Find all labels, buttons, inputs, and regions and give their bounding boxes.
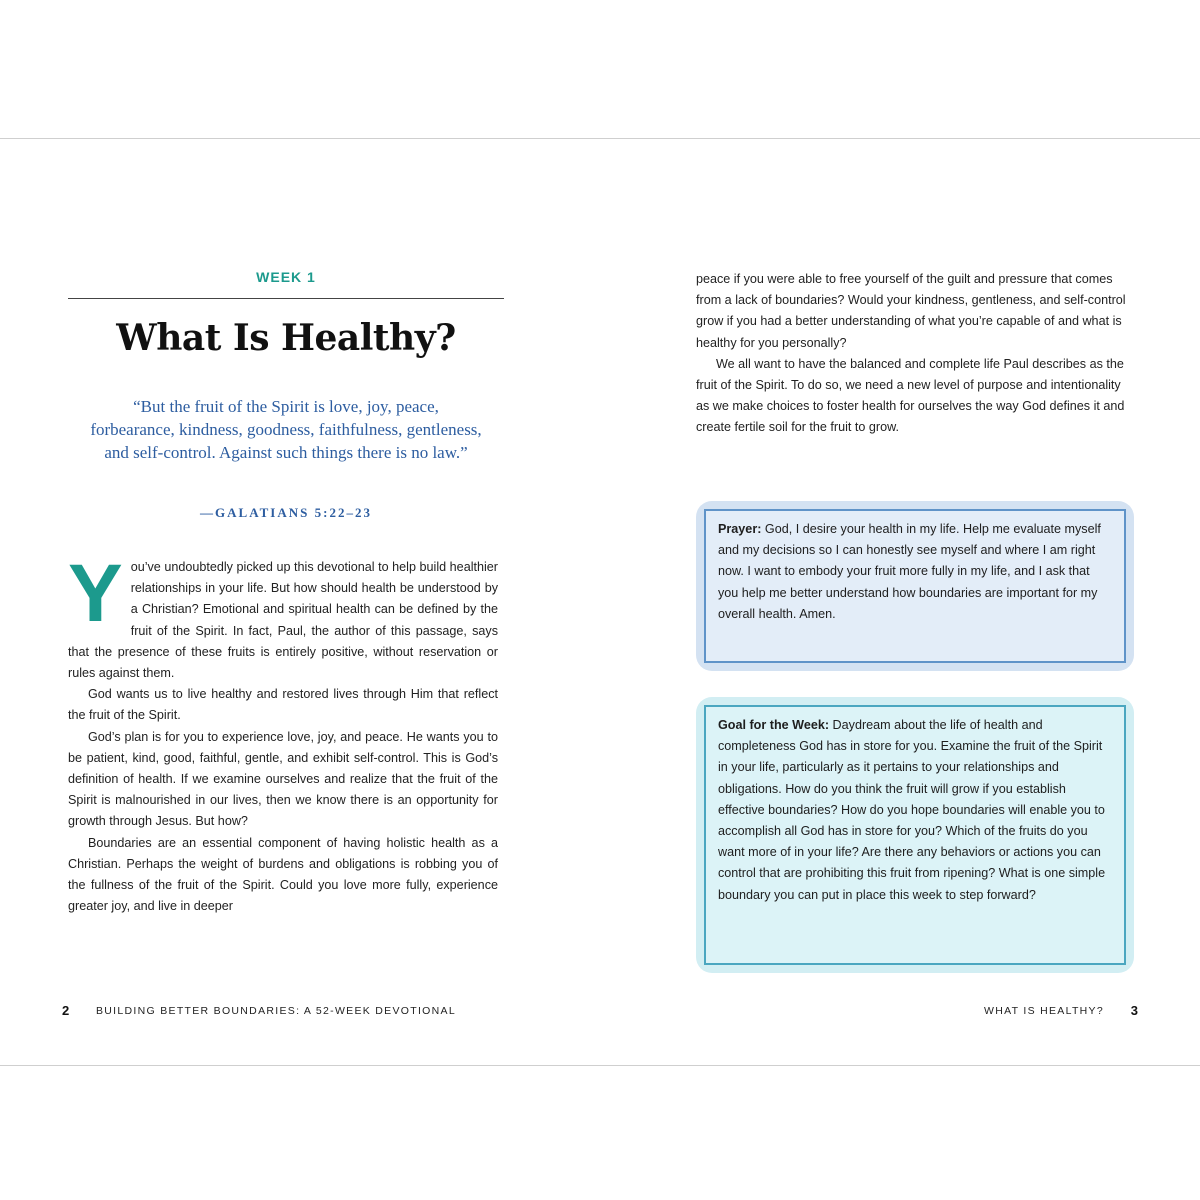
left-body-text (68, 548, 498, 917)
drop-cap: Y (68, 548, 123, 639)
title-rule (68, 298, 504, 299)
goal-text: Daydream about the life of health and completeness God has in store for you. Examine the fruit of the Spirit in your life, particularly as it pertains to your relationships and obligations. How do you think the fruit will grow if you establish effective boundaries? How do you hope boundaries will enable you to accomplish all God has in store for you? Which of the fruits do you want more of in your life? Are there any behaviors or actions you can control that are prohibiting this fruit from ripening? What is one simple boundary you can put in place this week to step forward? (718, 718, 1106, 902)
goal-box (696, 697, 1134, 973)
epigraph-citation: —GALATIANS 5:22–23 (200, 505, 372, 520)
paragraph-text: ou’ve undoubtedly picked up this devotional to help build healthier relationships in your life. But how should health be understood by a Christian? Emotional and spiritual health can be defined by the fruit of the Spirit. In fact, Paul, the author of this passage, says that the presence of these fruits is entirely positive, without reservation or rules against them. (68, 560, 498, 681)
prayer-label: Prayer: (718, 522, 762, 536)
page-number-right: 3 (1130, 1003, 1138, 1018)
epigraph-quote: “But the fruit of the Spirit is love, joy, peace, forbearance, kindness, goodness, faithfulness, gentleness, and self-control. Against such things there is no law.” (90, 397, 482, 462)
running-head-right: WHAT IS HEALTHY? (984, 1005, 1104, 1017)
body-paragraph: God wants us to live healthy and restored lives through Him that reflect the fruit of the Spirit. (68, 687, 498, 723)
goal-box-inner (704, 705, 1126, 965)
running-head-left: BUILDING BETTER BOUNDARIES: A 52-WEEK DEVOTIONAL (96, 1005, 456, 1017)
goal-label: Goal for the Week: (718, 718, 830, 732)
right-body-text (696, 269, 1128, 439)
prayer-text: God, I desire your health in my life. Help me evaluate myself and my decisions so I can honestly see myself and where I am right now. I want to embody your fruit more fully in my life, and I ask that you help me better understand how boundaries are important for my overall health. Amen. (718, 522, 1101, 621)
right-page (600, 139, 1200, 1065)
body-paragraph: God’s plan is for you to experience love, joy, and peace. He wants you to be patient, kind, good, faithful, gentle, and exhibit self-control. This is God’s definition of health. If we examine ourselves and realize that the fruit of the Spirit is malnourished in our lives, then we know there is an opportunity for growth through Jesus. But how? (68, 729, 498, 829)
week-label: WEEK 1 (256, 269, 316, 285)
left-page (0, 139, 600, 1065)
page-number-left: 2 (62, 1003, 70, 1018)
body-paragraph: peace if you were able to free yourself of the guilt and pressure that comes from a lack of boundaries? Would your kindness, gentleness, and self-control grow if you had a better understanding of what you’re capable of and what is healthy for you personally? (696, 272, 1126, 350)
body-paragraph: We all want to have the balanced and complete life Paul describes as the fruit of the Spirit. To do so, we need a new level of purpose and intentionality as we make choices to foster health for ourselves the way God defines it and create fertile soil for the fruit to grow. (696, 356, 1125, 435)
prayer-box (696, 501, 1134, 671)
book-spread (0, 138, 1200, 1066)
body-paragraph: Boundaries are an essential component of having holistic health as a Christian. Perhaps the weight of burdens and obligations is robbing you of the fullness of the fruit of the Spirit. Could you love more fully, experience greater joy, and live in deeper (68, 835, 498, 914)
prayer-box-inner (704, 509, 1126, 663)
body-paragraph (68, 548, 498, 684)
chapter-title: What Is Healthy? (116, 317, 456, 359)
